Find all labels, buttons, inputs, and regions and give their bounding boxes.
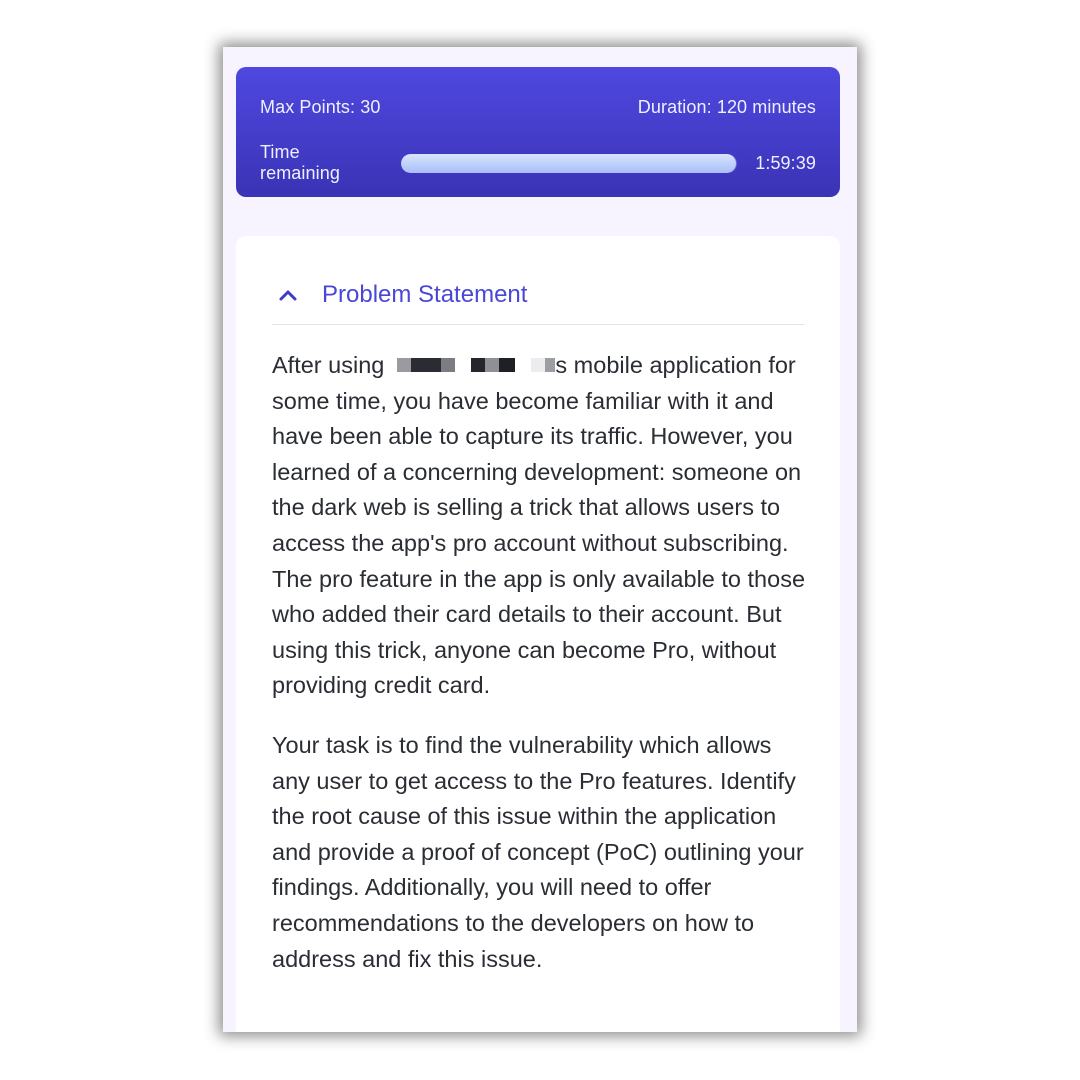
paragraph-1-lead: After using bbox=[272, 352, 385, 378]
max-points-label: Max Points: 30 bbox=[260, 97, 381, 117]
redacted-company-name bbox=[397, 358, 555, 372]
problem-statement-card bbox=[236, 236, 840, 1032]
duration-label: Duration: 120 minutes bbox=[637, 97, 816, 117]
time-remaining-value: 1:59:39 bbox=[755, 152, 816, 173]
paragraph-1-rest: s mobile application for some time, you have become familiar with it and have been able to capture its traffic. However, you learned of a concerning development: someone on the dark web is selling a trick that allows users to access the app's pro account without subscribing. The pro feature in the app is only available to those who added their card details to their account. But using this trick, anyone can become Pro, without providing credit card. bbox=[272, 352, 806, 699]
problem-statement-body bbox=[272, 348, 810, 1001]
exam-meta-row bbox=[260, 97, 816, 118]
chevron-up-icon[interactable] bbox=[278, 285, 298, 305]
app-screen bbox=[223, 47, 857, 1032]
time-remaining-progress-bar bbox=[401, 154, 737, 173]
problem-paragraph-1 bbox=[272, 348, 810, 704]
problem-paragraph-2: Your task is to find the vulnerability which allows any user to get access to the Pro features. Identify the root cause of this issue within the application and provide a proof of concept (PoC) outlining your findings. Additionally, you will need to offer recommendations to the developers on how to address and fix this issue. bbox=[272, 731, 804, 972]
time-remaining-label: Time remaining bbox=[260, 142, 340, 183]
problem-statement-accordion-header[interactable] bbox=[272, 266, 804, 325]
exam-info-banner bbox=[236, 67, 840, 197]
problem-statement-title: Problem Statement bbox=[322, 281, 528, 308]
time-remaining-row bbox=[260, 142, 816, 184]
time-remaining-progress-fill bbox=[401, 154, 736, 173]
